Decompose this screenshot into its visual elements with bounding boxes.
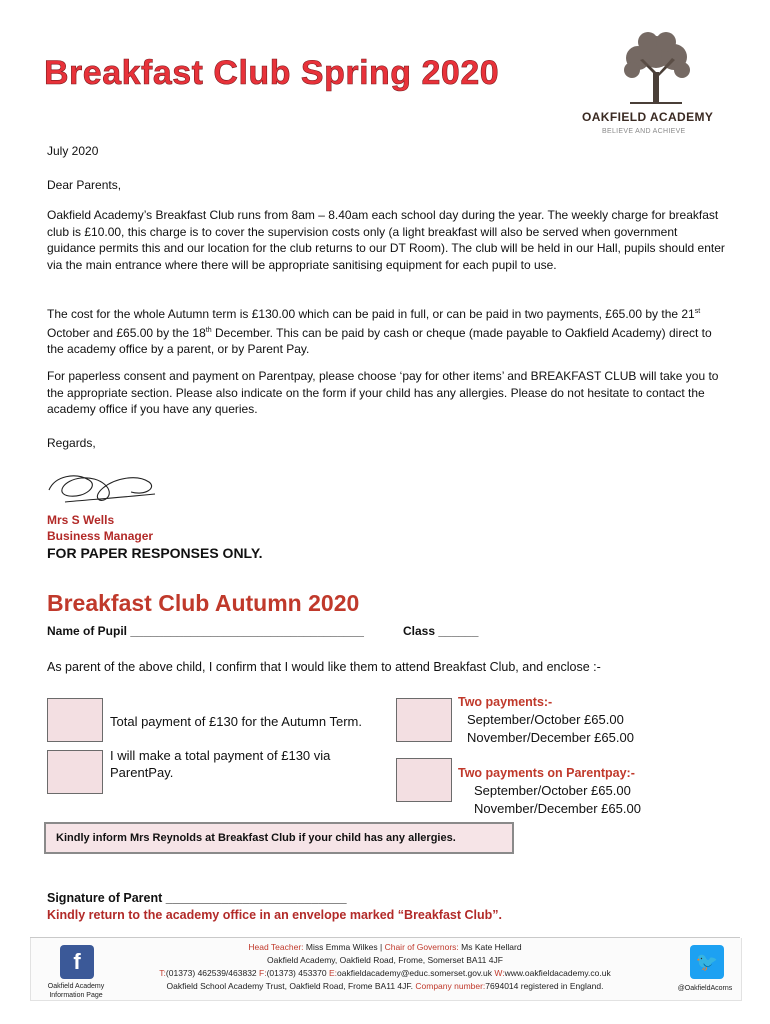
email-value[interactable]: oakfieldacademy@educ.somerset.gov.uk (337, 968, 495, 978)
parentpay-sep-oct: September/October £65.00 (474, 783, 631, 798)
superscript-st: st (694, 308, 701, 315)
school-logo (560, 30, 750, 148)
footer-trust-line (120, 980, 650, 993)
facebook-icon[interactable] (60, 945, 94, 979)
signer-name: Mrs S Wells (47, 513, 115, 527)
company-number-label: Company number: (415, 981, 486, 991)
facebook-caption-line-1: Oakfield Academy (47, 983, 105, 990)
letter-paragraph-3: For paperless consent and payment on Parentpay, please choose ‘pay for other items’ and BREAKFAST CLUB will take you to the appropriate section. Please also indicate on the form if your child has any allergies. Please do not hesitate to contact the academy office if you have any queries. (47, 369, 719, 416)
confirmation-statement: As parent of the above child, I confirm that I would like them to attend Breakfast Club, and enclose :- (47, 660, 601, 674)
head-teacher-name: Miss Emma Wilkes | (303, 942, 385, 952)
superscript-th: th (205, 326, 212, 334)
letter-paragraph-2 (47, 304, 727, 358)
letter-greeting: Dear Parents, (47, 178, 122, 192)
two-payments-title: Two payments:- (458, 695, 553, 709)
footer-contact-block (120, 941, 650, 993)
option-two-payments-checkbox[interactable] (396, 698, 452, 742)
letter-date: July 2020 (47, 144, 99, 158)
parentpay-nov-dec: November/December £65.00 (474, 801, 641, 816)
twitter-caption: @OakfieldAcorns (677, 985, 733, 992)
signature-image (45, 462, 165, 512)
option-parentpay-two-payments-checkbox[interactable] (396, 758, 452, 802)
signer-role: Business Manager (47, 529, 154, 543)
head-teacher-label: Head Teacher: (248, 942, 304, 952)
document-title: Breakfast Club Spring 2020 (44, 54, 500, 92)
letter-regards: Regards, (47, 436, 96, 450)
signature-field[interactable]: Signature of Parent __________________________ (47, 891, 347, 905)
chair-label: Chair of Governors: (384, 942, 459, 952)
class-field[interactable]: Class ______ (403, 624, 479, 638)
option-parentpay-label-line-1: I will make a total payment of £130 via (110, 748, 331, 763)
fax-label: F: (259, 968, 267, 978)
chair-name: Ms Kate Hellard (458, 942, 522, 952)
web-label: W: (494, 968, 505, 978)
email-label: E: (328, 968, 338, 978)
option-full-payment-checkbox[interactable] (47, 698, 103, 742)
option-parentpay-label-line-2: ParentPay. (110, 765, 174, 780)
footer-contact-line (120, 967, 650, 980)
form-title: Breakfast Club Autumn 2020 (47, 590, 360, 616)
twitter-glyph: 🐦 (695, 951, 719, 972)
footer-address: Oakfield Academy, Oakfield Road, Frome, Somerset BA11 4JF (267, 955, 503, 965)
trust-address: Oakfield School Academy Trust, Oakfield Road, Frome BA11 4JF. (166, 981, 416, 991)
facebook-caption-line-2: Information Page (49, 992, 103, 999)
option-parentpay-checkbox[interactable] (47, 750, 103, 794)
paper-responses-heading: FOR PAPER RESPONSES ONLY. (47, 545, 263, 561)
return-instructions: Kindly return to the academy office in an envelope marked “Breakfast Club”. (47, 908, 502, 922)
allergy-notice-text: Kindly inform Mrs Reynolds at Breakfast Club if your child has any allergies. (56, 832, 456, 844)
parentpay-two-payments-title: Two payments on Parentpay:- (458, 766, 635, 780)
letter-paragraph-1: Oakfield Academy’s Breakfast Club runs from 8am – 8.40am each school day during the year. The weekly charge for breakfast club is £10.00, this charge is to cover the supervision costs only (a light breakfast will also be served when government guidance permits this and our location for the club returns to our DT Room). The club will be held in our Hall, pupils should enter via the main entrance where there will be appropriate sanitising equipment for each pupil to use. (47, 208, 725, 272)
facebook-glyph: f (73, 949, 81, 974)
pupil-name-field[interactable]: Name of Pupil ___________________________________ (47, 624, 364, 638)
facebook-caption (36, 982, 116, 1000)
paragraph-2-part-c: December. This can be paid by cash or cheque (made payable to Oakfield Academy) direct to the academy office by a parent, or by Parent Pay. (47, 325, 712, 356)
two-payments-nov-dec: November/December £65.00 (467, 730, 634, 745)
logo-tagline: BELIEVE AND ACHIEVE (602, 128, 686, 135)
two-payments-sep-oct: September/October £65.00 (467, 712, 624, 727)
allergy-notice (44, 822, 514, 854)
paragraph-2-part-b: October and £65.00 by the 18 (47, 325, 206, 340)
logo-name: OAKFIELD ACADEMY (582, 110, 714, 124)
footer-staff-line (120, 941, 650, 954)
oak-tree-icon (560, 30, 750, 110)
paragraph-2-part-a: The cost for the whole Autumn term is £130.00 which can be paid in full, or can be paid in two payments, £65.00 by the 21 (47, 307, 695, 321)
web-value[interactable]: www.oakfieldacademy.co.uk (504, 968, 611, 978)
option-full-payment-label: Total payment of £130 for the Autumn Term. (110, 714, 362, 729)
phone-label: T: (159, 968, 166, 978)
company-number-value: 7694014 registered in England. (485, 981, 604, 991)
phone-value: (01373) 462539/463832 (165, 968, 260, 978)
twitter-icon[interactable] (690, 945, 724, 979)
fax-value: (01373) 453370 (266, 968, 329, 978)
